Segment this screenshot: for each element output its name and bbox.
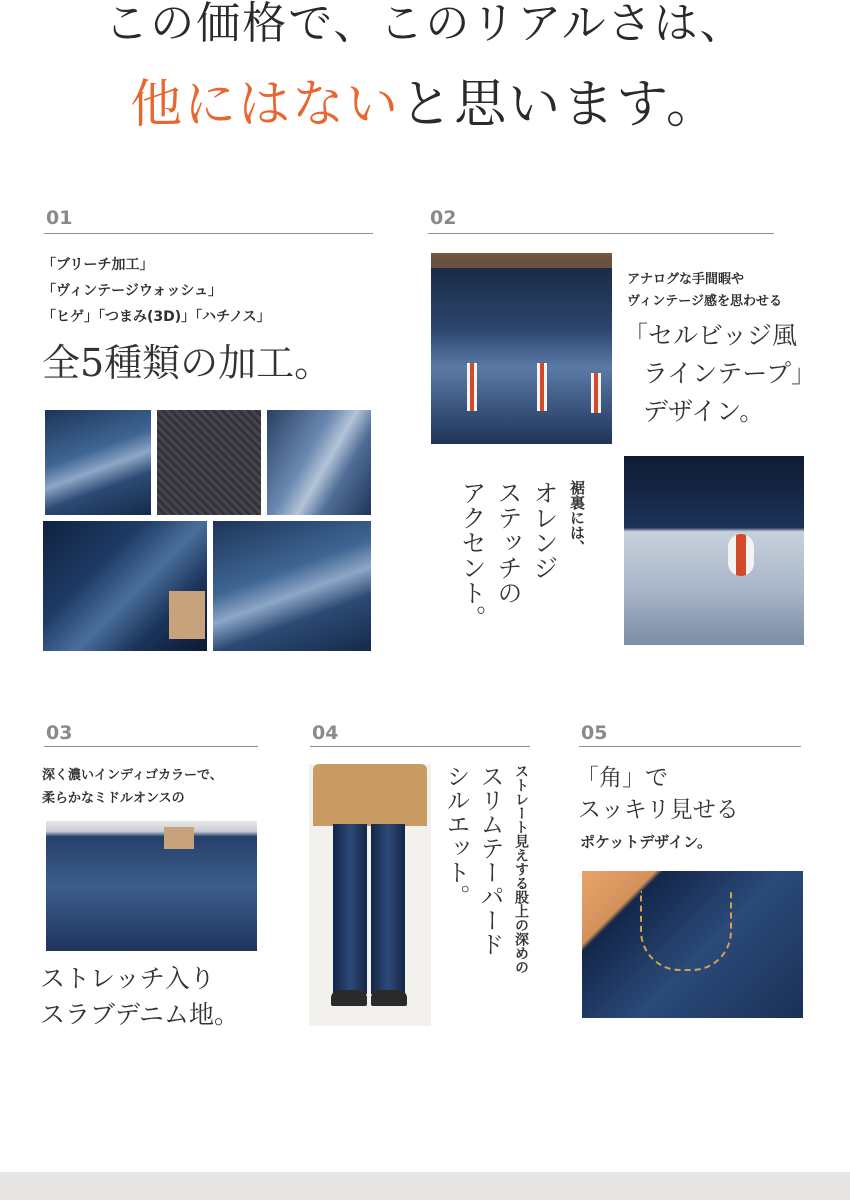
section-04-divider [310,746,530,747]
footer-band [0,1172,850,1200]
model-left-leg [333,824,367,994]
section-03-label-2: 柔らかなミドルオンスの [42,791,185,806]
section-05-divider [579,746,801,747]
section-02-vertical-line-3: アクセント。 [458,480,487,630]
section-02-label-2: ヴィンテージ感を思わせる [627,294,782,309]
section-03-title-1: ストレッチ入り [40,964,215,993]
headline-rest: と思います。 [400,75,720,135]
section-04-vertical-line-2: シルエット。 [442,764,470,908]
section-01-title: 全5種類の加工。 [42,341,333,385]
section-02-title-2: ラインテープ」 [643,359,817,388]
leather-patch [169,591,205,639]
hanging-jeans-photo [431,253,612,444]
section-03-title-2: スラブデニム地。 [40,1000,240,1029]
bleach-denim-photo [45,410,151,515]
model-sweater [313,764,427,826]
section-02-label-1: アナログな手間暇や [627,272,745,287]
pocket-stitch [640,891,732,971]
section-02-number: 02 [430,207,457,229]
honeycomb-texture-photo [157,410,261,515]
waist-patch [164,827,194,849]
section-05-title-2: スッキリ見せる [578,797,739,823]
model-full-body-photo [309,764,431,1026]
model-right-shoe [371,990,407,1006]
hem-cuff-photo [624,456,804,645]
section-01-label-1: 「ブリーチ加工」 [42,257,154,273]
section-03-label-1: 深く濃いインディゴカラーで、 [42,768,223,783]
3d-crease-photo [213,521,371,651]
section-05-title-1: 「角」で [576,765,668,791]
headline-accent: 他にはない [130,75,401,135]
section-03-number: 03 [46,722,73,744]
stretch-denim-photo [46,821,257,951]
back-pocket-photo [43,521,207,651]
section-02-vertical-small: 裾裏には、 [568,480,586,555]
section-04-number: 04 [312,722,339,744]
section-01-label-2: 「ヴィンテージウォッシュ」 [42,283,223,299]
selvedge-tape-1 [467,363,477,411]
selvedge-tape-3 [591,373,601,413]
section-03-divider [44,746,258,747]
headline-line-2 [0,74,850,136]
section-01-number: 01 [46,207,73,229]
section-05-number: 05 [581,722,608,744]
section-02-title-1: 「セルビッジ風 [623,321,798,350]
model-right-leg [371,824,405,994]
headline-line-1: この価格で、このリアルさは、 [104,0,746,49]
orange-stitch [728,534,754,576]
section-01-divider [44,233,373,234]
section-02-title-3: デザイン。 [643,397,765,426]
selvedge-tape-2 [537,363,547,411]
hanger-bar [431,259,612,268]
section-02-vertical-line-1: オレンジ [530,480,559,580]
section-04-vertical-small: ストレート見えする股上の深めの [513,764,529,974]
model-left-shoe [331,990,367,1006]
whisker-fade-photo [267,410,371,515]
section-05-subtitle: ポケットデザイン。 [580,833,713,851]
front-pocket-photo [582,871,803,1018]
section-02-divider [428,233,774,234]
section-02-vertical-line-2: ステッチの [494,480,523,605]
section-04-vertical-line-1: スリムテーパード [476,764,504,956]
section-01-label-3: 「ヒゲ」「つまみ(3D)」「ハチノス」 [42,309,271,325]
